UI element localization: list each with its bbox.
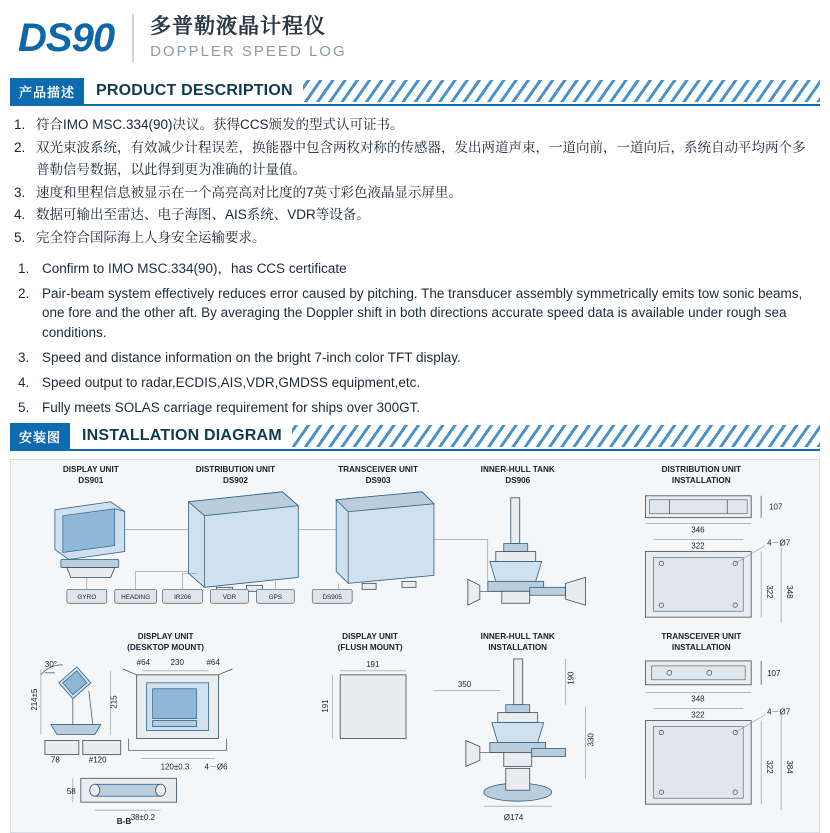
caption-model: INSTALLATION <box>671 476 731 486</box>
list-item-text: Speed and distance information on the bright 7-inch color TFT display. <box>42 349 461 365</box>
dim-value: 346 <box>691 525 705 535</box>
list-item-number: 4. <box>14 207 26 223</box>
dim-value: 191 <box>366 660 380 670</box>
list-item <box>14 204 816 226</box>
dim-value: 322 <box>691 541 705 551</box>
installation-diagram <box>10 459 820 833</box>
list-item <box>14 182 816 204</box>
list-item-text: 符合IMO MSC.334(90)决议。获得CCS颁发的型式认可证书。 <box>36 117 404 132</box>
caption-title: DISTRIBUTION UNIT <box>661 465 741 475</box>
header-divider <box>132 14 134 62</box>
list-item-number: 3. <box>18 349 30 365</box>
list-item-text: 双光束波系统，有效减少计程误差，换能器中包含两枚对称的传感器，发出两道声束，一道向前，一道向后，系统自动平均两个多普勒信号数据，以此得到更为准确的计量值。 <box>36 139 806 177</box>
dim-value: 190 <box>566 671 576 686</box>
list-item-text: Fully meets SOLAS carriage requirement for ships over 300GT. <box>42 400 421 416</box>
list-item-text: Speed output to radar,ECDIS,AIS,VDR,GMDSS equipment,etc. <box>42 374 421 390</box>
tag-label: DS905 <box>322 594 342 602</box>
tag-gyro <box>67 590 107 604</box>
list-item <box>18 373 816 392</box>
tag-label: HEADING <box>121 594 151 602</box>
caption-title: INNER-HULL TANK <box>480 465 555 475</box>
drawing-distribution-unit-ds902 <box>189 492 299 593</box>
tag-gps <box>256 590 294 604</box>
list-item-number: 2. <box>18 286 30 302</box>
caption-title: DISPLAY UNIT <box>342 632 399 642</box>
list-item-number: 1. <box>14 117 26 132</box>
caption-display-unit-ds901 <box>63 465 119 485</box>
list-item <box>18 348 816 367</box>
drawing-inner-hull-tank-installation <box>434 659 596 822</box>
caption-display-unit-desktop <box>127 632 204 652</box>
list-item-text: 速度和里程信息被显示在一个高亮高对比度的7英寸彩色液晶显示屏里。 <box>36 184 463 200</box>
page-title-en: DOPPLER SPEED LOG <box>150 42 347 60</box>
caption-distribution-unit-ds902 <box>196 465 275 485</box>
tag-ds905 <box>312 590 352 604</box>
dim-value: 214±5 <box>29 688 39 711</box>
header-titles <box>150 16 347 60</box>
installation-diagram-svg <box>11 460 819 832</box>
dim-value: #64 <box>206 658 220 668</box>
dim-value: 330 <box>586 733 596 747</box>
caption-model: (FLUSH MOUNT) <box>337 643 403 653</box>
caption-title: INNER-HULL TANK <box>480 632 555 642</box>
tag-label: VDR <box>222 594 237 602</box>
hatch-decoration-installation <box>292 425 820 447</box>
drawing-display-unit-flush-mount <box>321 660 406 739</box>
dim-value: Ø174 <box>503 813 524 823</box>
section-rule-installation <box>10 449 820 451</box>
drawing-inner-hull-tank-ds906 <box>468 498 586 605</box>
list-item-number: 1. <box>18 261 30 277</box>
caption-model: DS901 <box>78 476 104 486</box>
caption-display-unit-flush <box>338 632 403 652</box>
list-item-text: Confirm to IMO MSC.334(90)，has CCS certificate <box>42 261 347 277</box>
tag-label: GPS <box>268 594 283 602</box>
tag-label: IR206 <box>174 594 192 602</box>
dim-value: 322 <box>691 710 705 720</box>
list-item <box>14 137 816 181</box>
section-tab-cn-description: 产品描述 <box>10 78 84 104</box>
list-item <box>18 284 816 341</box>
dim-value: 120±0.3 <box>160 762 190 772</box>
list-item <box>14 227 816 249</box>
caption-transceiver-unit-ds903 <box>338 465 418 485</box>
dim-value: 348 <box>785 585 795 599</box>
drawing-display-unit-desktop-mount <box>30 658 233 826</box>
tag-vdr <box>211 590 249 604</box>
caption-model: DS906 <box>505 476 531 486</box>
tag-label: GYRO <box>77 594 97 602</box>
caption-distribution-unit-installation <box>662 465 741 485</box>
dim-value: 384 <box>785 760 795 774</box>
dim-value: 215 <box>109 695 119 709</box>
dim-value: 191 <box>321 699 331 713</box>
page-title-cn: 多普勒液晶计程仪 <box>150 15 327 39</box>
list-item-number: 3. <box>14 184 26 200</box>
tag-ir206 <box>163 590 203 604</box>
dim-value: #120 <box>88 755 107 765</box>
list-item-text: 数据可输出至雷达、电子海图、AIS系统、VDR等设备。 <box>36 207 370 223</box>
caption-title: DISPLAY UNIT <box>62 465 119 475</box>
section-rule-description <box>10 104 820 106</box>
caption-model: DS902 <box>222 476 248 486</box>
dim-value: 350 <box>457 680 472 690</box>
description-list-en <box>18 259 816 417</box>
drawing-transceiver-unit-ds903 <box>336 492 434 589</box>
list-item-text: Pair-beam system effectively reduces error caused by pitching. The transducer assembly symmetrically emits tow sonic beams, one fore and the other aft. By averaging the Doppler shift in both directions accurate speed data is available under rough sea conditions. <box>42 286 803 340</box>
caption-inner-hull-installation <box>481 632 555 652</box>
caption-title: TRANSCEIVER UNIT <box>661 632 742 642</box>
caption-model: INSTALLATION <box>671 643 731 653</box>
caption-model: DS903 <box>365 476 391 486</box>
dim-value: 348 <box>691 694 705 704</box>
caption-title: DISTRIBUTION UNIT <box>195 465 276 475</box>
drawing-distribution-unit-installation <box>645 496 794 623</box>
dim-value: 322 <box>765 585 775 599</box>
section-tab-en-description: PRODUCT DESCRIPTION <box>96 82 293 99</box>
drawing-display-unit-ds901 <box>55 502 125 578</box>
list-item <box>14 114 816 136</box>
section-header-description <box>10 78 820 104</box>
brand-logo: DS90 <box>18 15 115 60</box>
caption-model: (DESKTOP MOUNT) <box>127 643 205 653</box>
list-item <box>18 259 816 278</box>
drawing-transceiver-unit-installation <box>645 661 794 810</box>
dim-value: 107 <box>769 502 783 512</box>
caption-transceiver-installation <box>661 632 741 652</box>
section-header-installation <box>10 423 820 449</box>
dim-value: 4－Ø6 <box>204 762 228 772</box>
caption-title: DISPLAY UNIT <box>137 632 194 642</box>
caption-model: INSTALLATION <box>488 643 548 653</box>
section-tab-en-installation: INSTALLATION DIAGRAM <box>82 427 282 445</box>
list-item-number: 5. <box>18 400 30 416</box>
dim-value: 58 <box>66 787 76 797</box>
dim-value: #64 <box>136 658 150 668</box>
dim-value: 30° <box>44 660 57 670</box>
dim-value: 107 <box>767 669 781 679</box>
hatch-decoration-description <box>303 80 820 102</box>
caption-inner-hull-tank-ds906 <box>481 465 555 485</box>
dim-value: 4－Ø7 <box>767 538 791 548</box>
list-item-number: 5. <box>14 230 26 246</box>
dim-value: 4－Ø7 <box>767 707 791 717</box>
list-item <box>18 398 816 417</box>
dim-value: 38±0.2 <box>130 813 156 823</box>
dim-value: 230 <box>170 658 184 668</box>
description-list-cn <box>14 114 816 249</box>
tag-heading <box>115 590 157 604</box>
list-item-text: 完全符合国际海上人身安全运输要求。 <box>36 230 266 246</box>
section-tab-cn-installation: 安装图 <box>10 423 70 449</box>
document-header <box>0 0 830 72</box>
dim-value: 322 <box>765 760 775 774</box>
dim-value: 78 <box>50 755 60 765</box>
detail-label-bb: B-B <box>116 817 132 827</box>
caption-title: TRANSCEIVER UNIT <box>338 465 419 475</box>
list-item-number: 2. <box>14 139 26 155</box>
list-item-number: 4. <box>18 374 30 390</box>
